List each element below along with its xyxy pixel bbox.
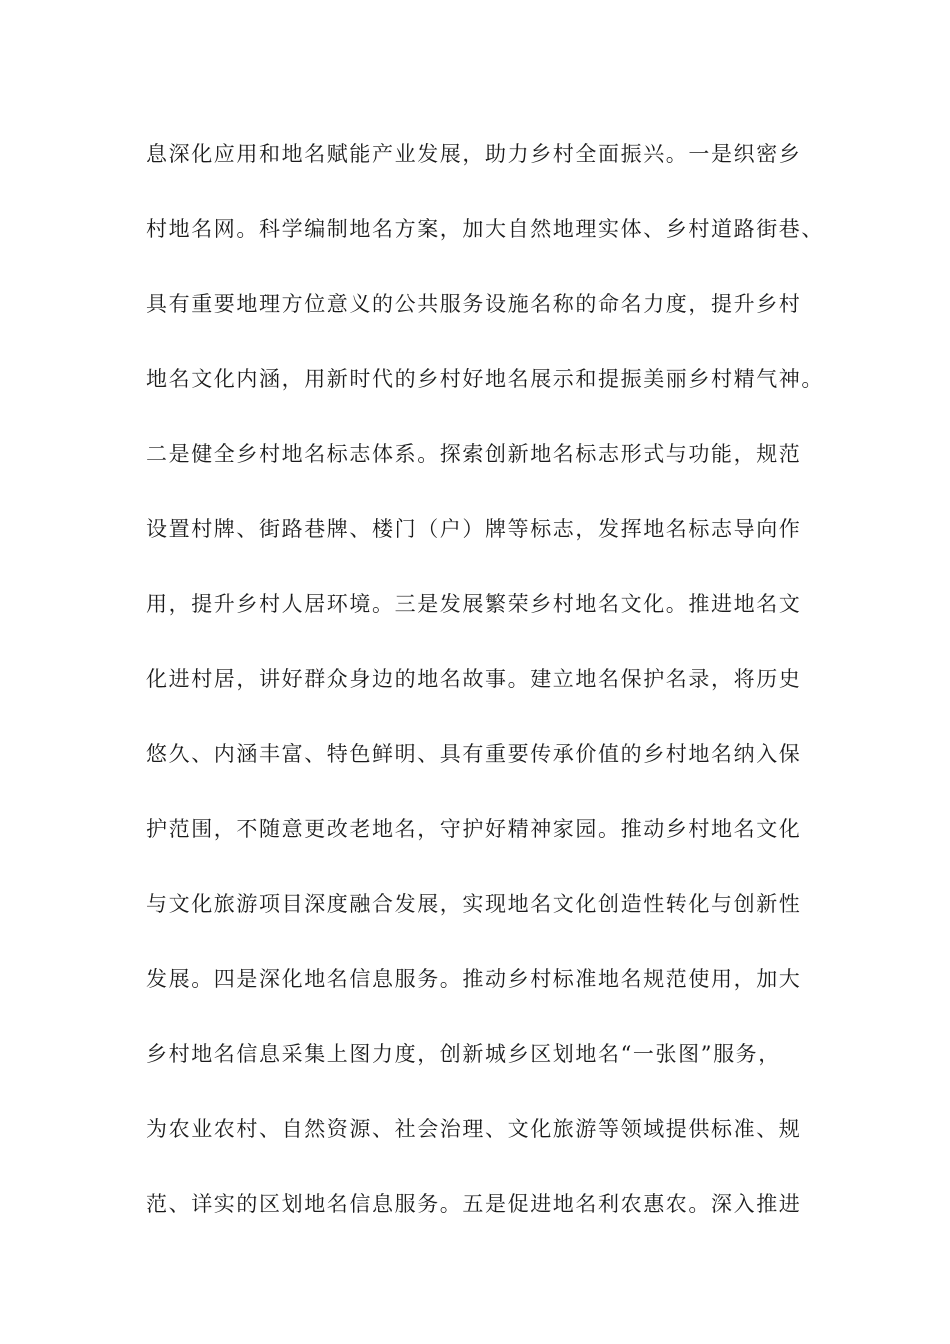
text-line: 化进村居，讲好群众身边的地名故事。建立地名保护名录，将历史 <box>146 667 802 691</box>
text-line: 地名文化内涵，用新时代的乡村好地名展示和提振美丽乡村精气神。 <box>146 367 824 391</box>
text-line: 护范围，不随意更改老地名，守护好精神家园。推动乡村地名文化 <box>146 817 802 841</box>
body-paragraph <box>146 134 826 1259</box>
text-line: 村地名网。科学编制地名方案，加大自然地理实体、乡村道路街巷、 <box>146 217 824 241</box>
text-line: 悠久、内涵丰富、特色鲜明、具有重要传承价值的乡村地名纳入保 <box>146 742 802 766</box>
text-line: 二是健全乡村地名标志体系。探索创新地名标志形式与功能，规范 <box>146 442 802 466</box>
text-line: 与文化旅游项目深度融合发展，实现地名文化创造性转化与创新性 <box>146 892 802 916</box>
text-line: 具有重要地理方位意义的公共服务设施名称的命名力度，提升乡村 <box>146 292 802 316</box>
text-line: 发展。四是深化地名信息服务。推动乡村标准地名规范使用，加大 <box>146 967 802 991</box>
text-line: 范、详实的区划地名信息服务。五是促进地名利农惠农。深入推进 <box>146 1192 802 1216</box>
text-line: 设置村牌、街路巷牌、楼门（户）牌等标志，发挥地名标志导向作 <box>146 517 802 541</box>
text-line: 乡村地名信息采集上图力度，创新城乡区划地名“一张图”服务， <box>146 1042 781 1066</box>
text-line: 息深化应用和地名赋能产业发展，助力乡村全面振兴。一是织密乡 <box>146 142 802 166</box>
text-line: 为农业农村、自然资源、社会治理、文化旅游等领域提供标准、规 <box>146 1117 802 1141</box>
text-line: 用，提升乡村人居环境。三是发展繁荣乡村地名文化。推进地名文 <box>146 592 802 616</box>
